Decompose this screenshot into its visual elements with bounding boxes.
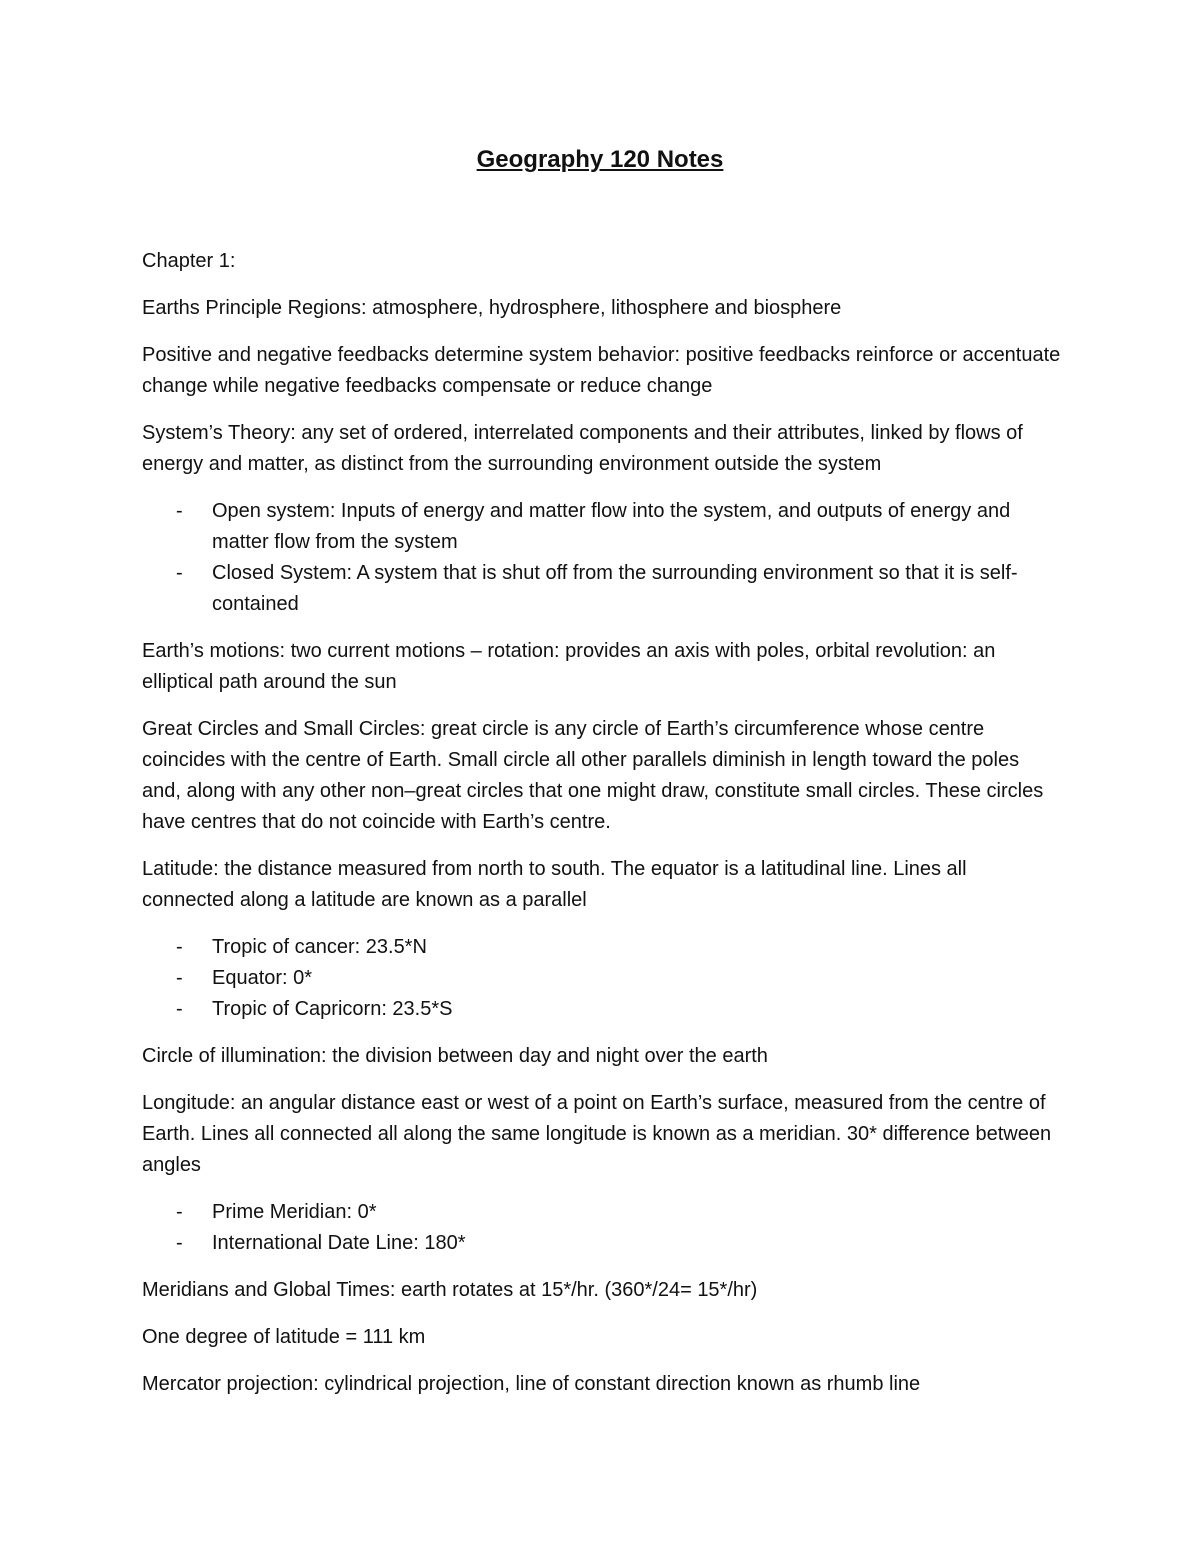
list-item-text: Open system: Inputs of energy and matter flow into the system, and outputs of energy and matter flow from the system — [212, 500, 1011, 553]
paragraph-feedbacks: Positive and negative feedbacks determine system behavior: positive feedbacks reinforce or accentuate change while negative feedbacks compensate or reduce change — [142, 344, 1061, 397]
list-item — [142, 932, 1062, 963]
systems-list — [142, 496, 1062, 620]
paragraph-regions: Earths Principle Regions: atmosphere, hydrosphere, lithosphere and biosphere — [142, 297, 842, 319]
list-item — [142, 994, 1062, 1025]
list-item — [142, 496, 1062, 558]
paragraph-systems-theory: System’s Theory: any set of ordered, interrelated components and their attributes, linked by flows of energy and matter, as distinct from the surrounding environment outside the system — [142, 422, 1023, 475]
paragraph-circles: Great Circles and Small Circles: great circle is any circle of Earth’s circumference whose centre coincides with the centre of Earth. Small circle all other parallels diminish in length toward the poles and, along with any other non–great circles that one might draw, constitute small circles. These circles have centres that do not coincide with Earth’s centre. — [142, 718, 1044, 833]
longitudes-list — [142, 1197, 1062, 1259]
document-body — [142, 246, 1062, 1416]
list-item — [142, 963, 1062, 994]
document-title: Geography 120 Notes — [476, 146, 724, 173]
list-item — [142, 1197, 1062, 1228]
bullet-dash: - — [176, 1232, 183, 1254]
list-item-text: Tropic of Capricorn: 23.5*S — [212, 998, 453, 1020]
list-item-text: Equator: 0* — [212, 967, 313, 989]
chapter-heading: Chapter 1: — [142, 250, 236, 272]
paragraph-degree-latitude: One degree of latitude = 111 km — [142, 1326, 426, 1348]
bullet-dash: - — [176, 998, 183, 1020]
list-item — [142, 558, 1062, 620]
paragraph-global-times: Meridians and Global Times: earth rotates at 15*/hr. (360*/24= 15*/hr) — [142, 1279, 758, 1301]
list-item-text: Tropic of cancer: 23.5*N — [212, 936, 427, 958]
paragraph-longitude: Longitude: an angular distance east or west of a point on Earth’s surface, measured from the centre of Earth. Lines all connected all along the same longitude is known as a meridian. 30* difference between angles — [142, 1092, 1052, 1176]
paragraph-mercator: Mercator projection: cylindrical projection, line of constant direction known as rhumb line — [142, 1373, 921, 1395]
bullet-dash: - — [176, 500, 183, 522]
list-item-text: Prime Meridian: 0* — [212, 1201, 377, 1223]
list-item-text: International Date Line: 180* — [212, 1232, 466, 1254]
bullet-dash: - — [176, 562, 183, 584]
paragraph-illumination: Circle of illumination: the division between day and night over the earth — [142, 1045, 768, 1067]
paragraph-motions: Earth’s motions: two current motions – rotation: provides an axis with poles, orbital revolution: an elliptical path around the sun — [142, 640, 996, 693]
paragraph-latitude: Latitude: the distance measured from north to south. The equator is a latitudinal line. Lines all connected along a latitude are known as a parallel — [142, 858, 967, 911]
bullet-dash: - — [176, 967, 183, 989]
list-item — [142, 1228, 1062, 1259]
bullet-dash: - — [176, 936, 183, 958]
list-item-text: Closed System: A system that is shut off from the surrounding environment so that it is self-contained — [212, 562, 1018, 615]
bullet-dash: - — [176, 1201, 183, 1223]
latitudes-list — [142, 932, 1062, 1025]
